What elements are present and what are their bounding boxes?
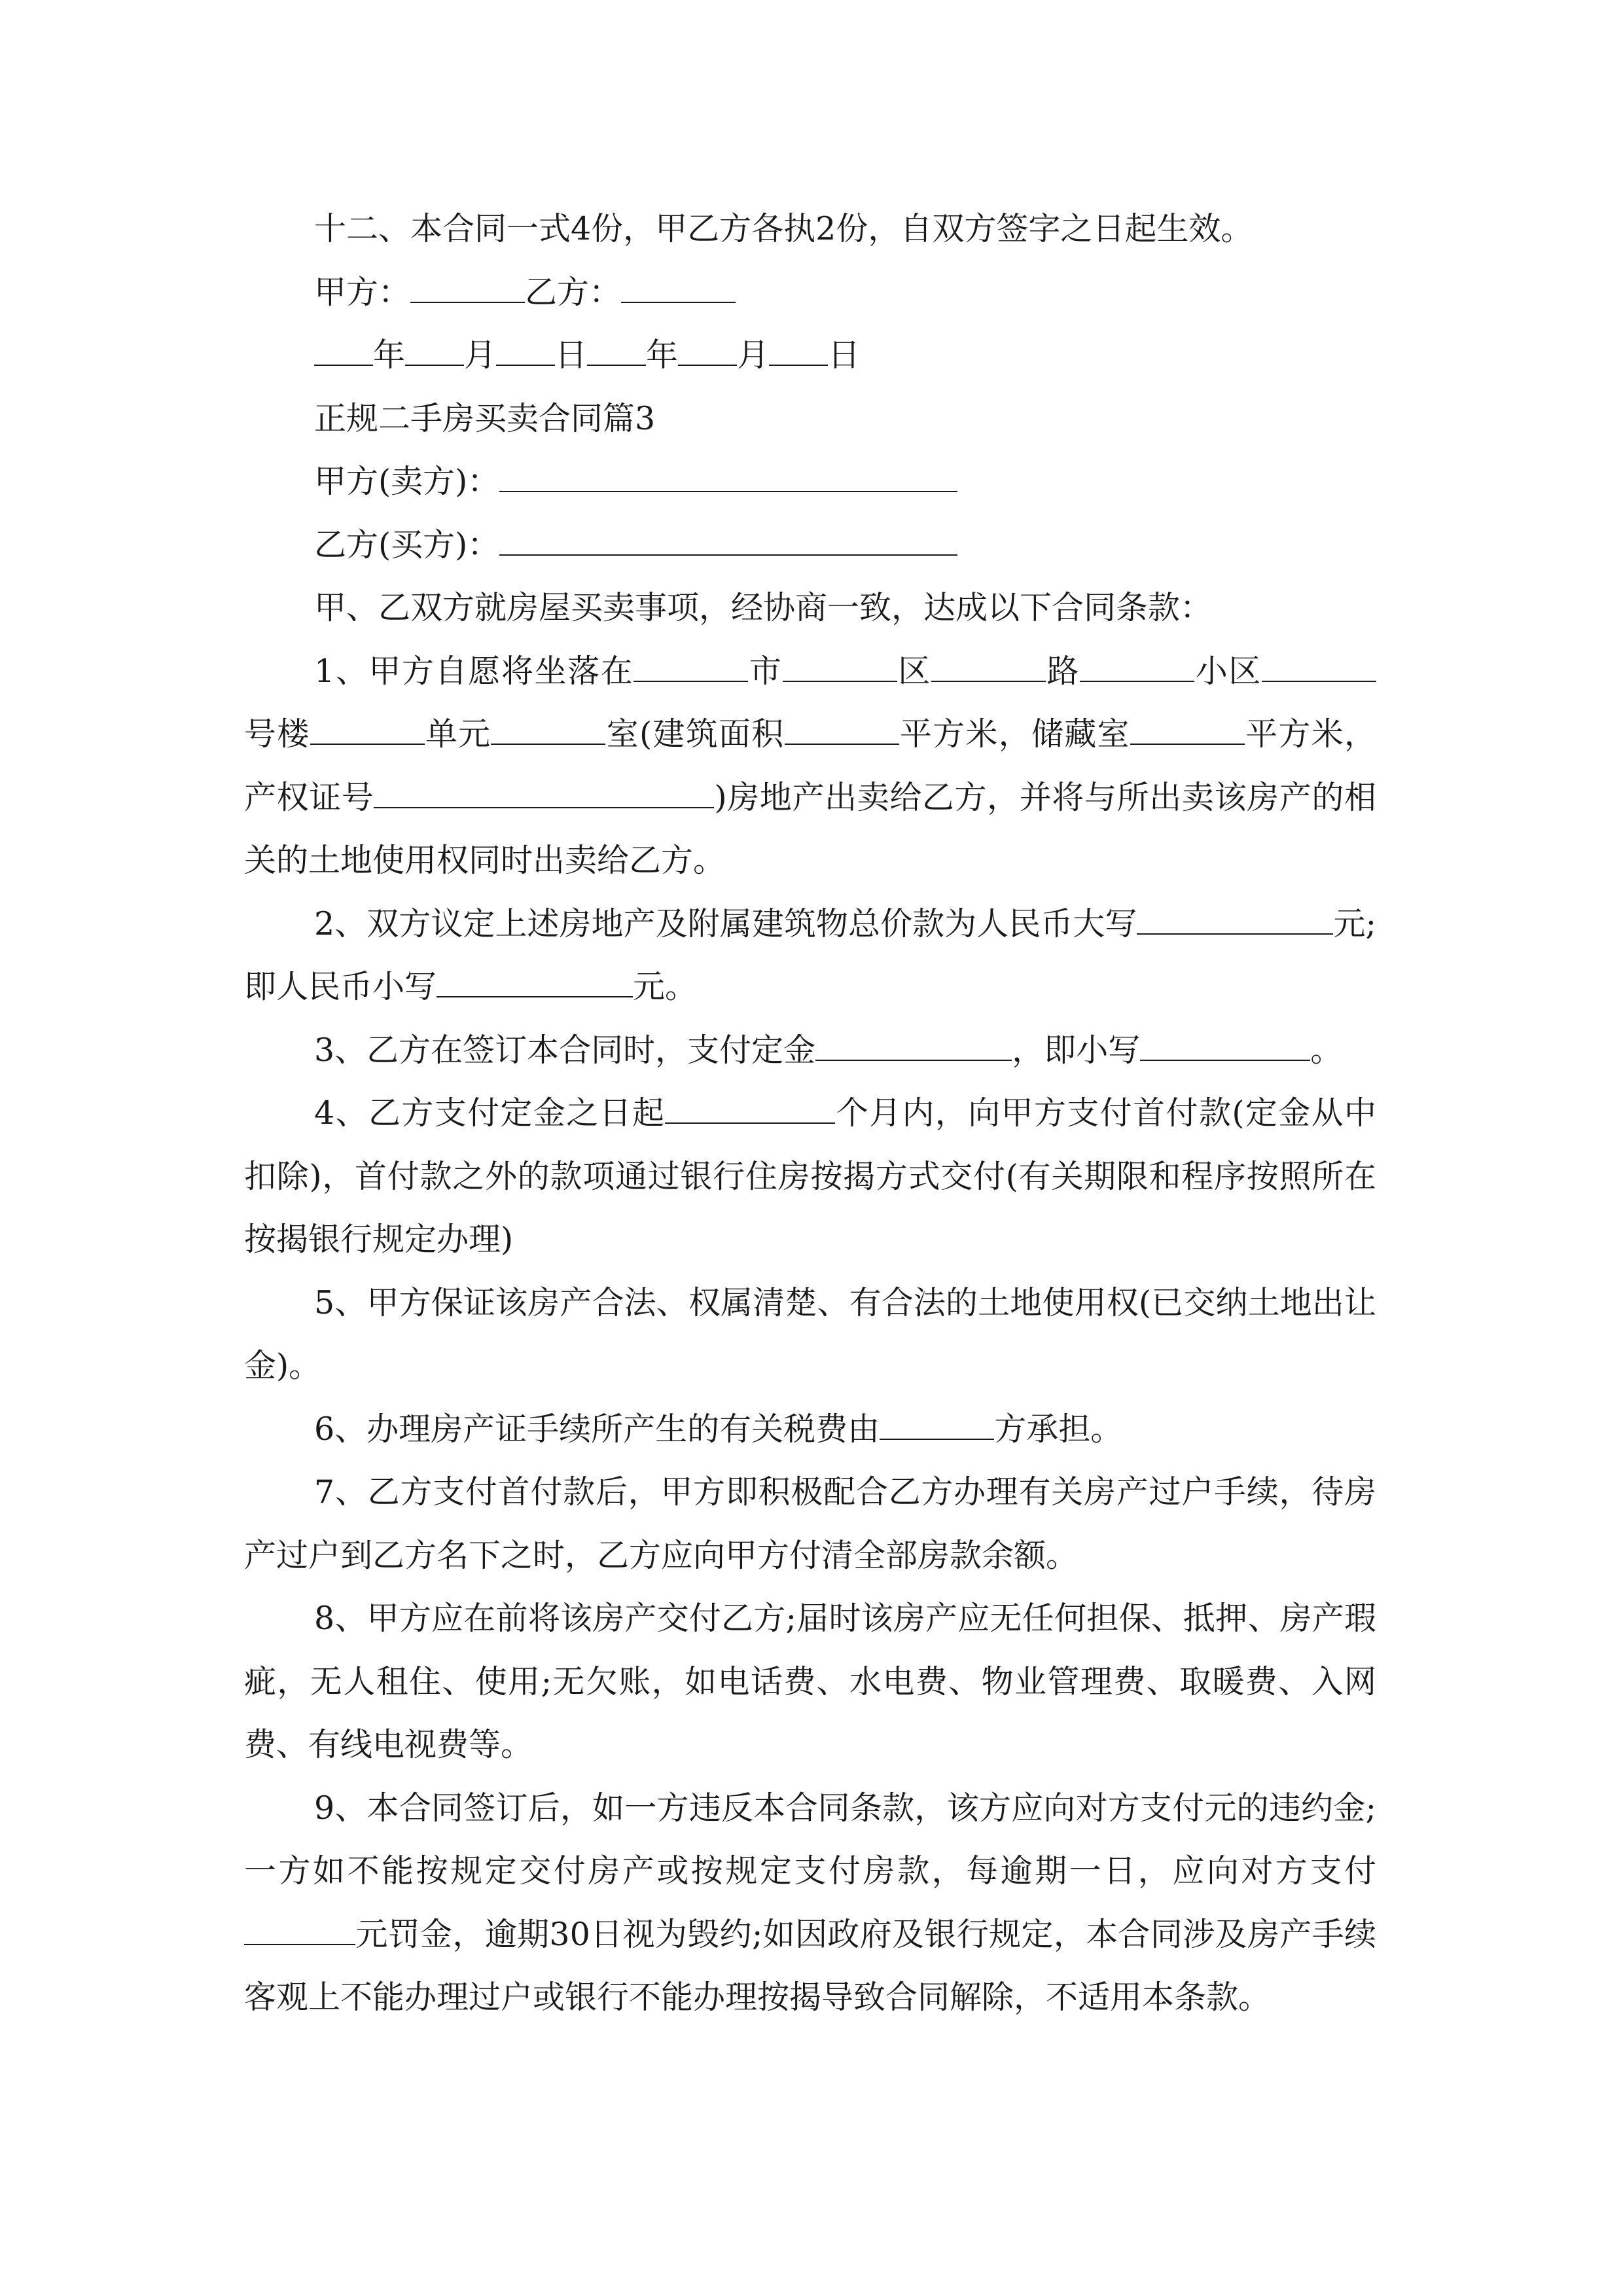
blank [880,1408,994,1440]
clause-9 [244,1777,1376,2030]
intro-text: 甲、乙双方就房屋买卖事项，经协商一致，达成以下合同条款： [314,589,1213,626]
blank [1140,1029,1310,1061]
blank [587,334,646,366]
text: 单元 [424,715,491,753]
buyer-label: 乙方(买方)： [314,526,500,564]
clause-12-text: 十二、本合同一式4份，甲乙方各执2份，自双方签字之日起生效。 [314,210,1253,247]
clause-1 [244,640,1376,893]
blank [633,650,748,682]
text: 小区 [1194,652,1262,690]
seller-label: 甲方(卖方)： [314,463,500,500]
seller-line [244,450,1376,514]
text: 2、双方议定上述房地产及附属建筑物总价款为人民币大写 [314,905,1137,942]
text: 4、乙方支付定金之日起 [314,1094,666,1132]
blank [783,650,897,682]
text: 市 [748,652,783,690]
blank [815,1029,1012,1061]
blank [785,713,899,745]
clause-7 [244,1461,1376,1587]
blank [1137,903,1333,935]
text: 个月内，向甲方支付首付款(定金从中扣除)，首付款之外的款项通过银行住房按揭方式交付(有关期限和程序按照所在按揭银行规定办理) [244,1094,1376,1258]
blank [931,650,1046,682]
heading-text: 正规二手房买卖合同篇3 [314,399,656,437]
buyer-line [244,514,1376,577]
text: 区 [897,652,931,690]
document-body [244,198,1376,2030]
text: 。 [1310,1031,1343,1069]
text: 1、甲方自愿将坐落在 [314,652,634,690]
text: ，即小写 [1012,1031,1141,1069]
date-line [244,324,1376,387]
party-a-label: 甲方： [314,273,411,311]
day-label: 日 [555,336,588,374]
clause-5 [244,1272,1376,1398]
blank [678,334,737,366]
year-label: 年 [373,336,406,374]
text: 方承担。 [994,1410,1123,1448]
clause-12 [244,198,1376,261]
clause-3 [244,1019,1376,1083]
blank [374,776,714,808]
text: 楼 [277,715,310,753]
text: 7、乙方支付首付款后，甲方即积极配合乙方办理有关房产过户手续，待房产过户到乙方名下之时，乙方应向甲方付清全部房款余额。 [244,1473,1376,1574]
text: 路 [1045,652,1080,690]
text: 号 [244,715,277,753]
blank [1262,650,1376,682]
month-label: 月 [464,336,497,374]
clause-4 [244,1082,1376,1272]
blank [491,713,605,745]
text: 3、乙方在签订本合同时，支付定金 [314,1031,816,1069]
signature-line [244,261,1376,325]
blank [244,1913,355,1945]
clause-6 [244,1398,1376,1462]
month-label: 月 [737,336,770,374]
clause-8 [244,1587,1376,1777]
party-b-label: 乙方： [525,273,622,311]
blank [769,334,828,366]
blank [314,334,373,366]
clause-2 [244,893,1376,1019]
blank [437,965,633,997]
text: 6、办理房产证手续所产生的有关税费由 [314,1410,880,1448]
text: 元。 [633,968,698,1005]
blank [496,334,555,366]
text: 8、甲方应在前将该房产交付乙方;届时该房产应无任何担保、抵押、房产瑕疵，无人租住、使用;无欠账，如电话费、水电费、物业管理费、取暖费、入网费、有线电视费等。 [244,1600,1376,1763]
year-label: 年 [646,336,679,374]
blank [405,334,464,366]
section-heading [244,387,1376,451]
seller-blank [499,460,957,492]
text: 平方米，产权证号 [244,715,1376,816]
text: 平方米，储藏室 [899,715,1130,753]
party-a-blank [410,271,525,303]
text: 9、本合同签订后，如一方违反本合同条款，该方应向对方支付元的违约金;一方如不能按规定交付房产或按规定支付房款，每逾期一日，应向对方支付 [244,1789,1376,1890]
text: )房地产出卖给乙方，并将与所出卖该房产的相关的土地使用权同时出卖给乙方。 [244,778,1376,879]
party-b-blank [621,271,736,303]
blank [665,1092,835,1124]
day-label: 日 [828,336,861,374]
blank [1130,713,1245,745]
buyer-blank [499,524,957,556]
blank [310,713,425,745]
text: 5、甲方保证该房产合法、权属清楚、有合法的土地使用权(已交纳土地出让金)。 [244,1283,1376,1384]
blank [1080,650,1194,682]
text: 元罚金，逾期30日视为毁约;如因政府及银行规定，本合同涉及房产手续客观上不能办理过户或银行不能办理按揭导致合同解除，不适用本条款。 [244,1915,1376,2016]
text: 室(建筑面积 [605,715,785,753]
intro-line [244,577,1376,640]
text: 元;即人民币小写 [244,905,1376,1005]
